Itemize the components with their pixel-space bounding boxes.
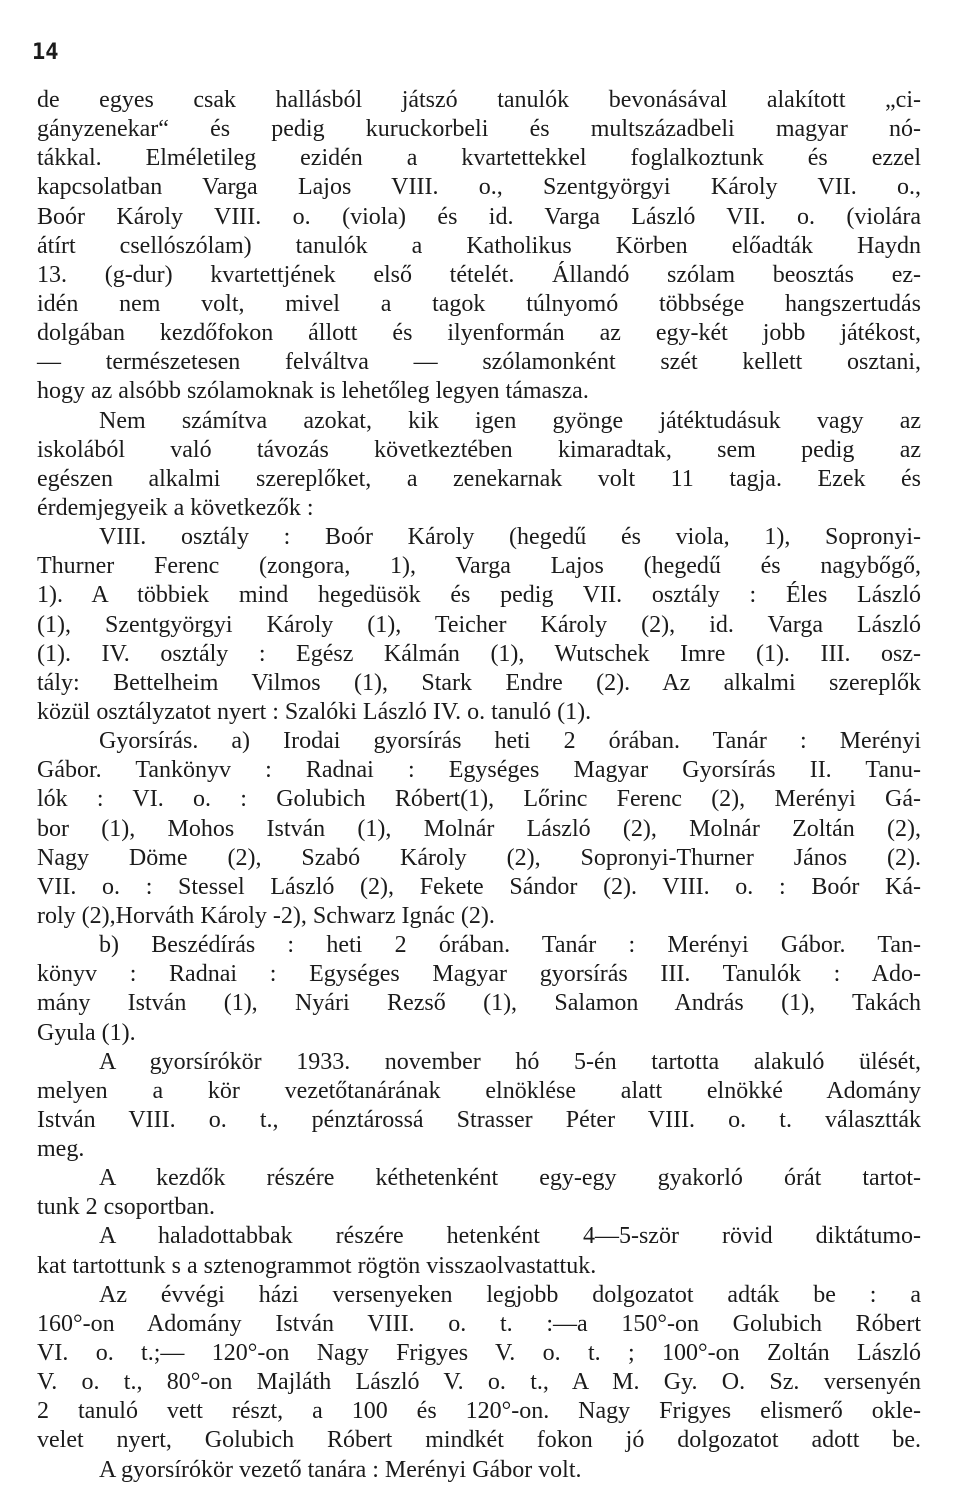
text-line: lók : VI. o. : Golubich Róbert(1), Lőrinc Ferenc (2), Merényi Gá-: [37, 786, 921, 813]
text-line: idén nem volt, mivel a tagok túlnyomó többsége hangszertudás: [37, 290, 921, 317]
text-line: egészen alkalmi szereplőket, a zenekarnak volt 11 tagja. Ezek és: [37, 465, 921, 492]
text-line: István VIII. o. t., pénztárossá Strasser Péter VIII. o. t. választták: [37, 1106, 921, 1133]
text-line: VIII. osztály : Boór Károly (hegedű és viola, 1), Sopronyi-: [99, 524, 921, 551]
text-line: Thurner Ferenc (zongora, 1), Varga Lajos (hegedű és nagybőgő,: [37, 553, 921, 580]
text-line: tunk 2 csoportban.: [37, 1194, 215, 1221]
text-line: közül osztályzatot nyert : Szalóki László IV. o. tanuló (1).: [37, 698, 592, 725]
text-line: (1). IV. osztály : Egész Kálmán (1), Wutschek Imre (1). III. osz-: [37, 640, 921, 667]
text-line: V. o. t., 80°-on Majláth László V. o. t., A M. Gy. O. Sz. versenyén: [37, 1369, 921, 1396]
text-line: meg.: [37, 1136, 85, 1163]
text-line: Boór Károly VIII. o. (viola) és id. Varga László VII. o. (violára: [37, 203, 921, 230]
text-line: tály: Bettelheim Vilmos (1), Stark Endre (2). Az alkalmi szereplők: [37, 669, 921, 696]
text-line: könyv : Radnai : Egységes Magyar gyorsírás III. Tanulók : Ado-: [37, 961, 921, 988]
text-line: VII. o. : Stessel László (2), Fekete Sándor (2). VIII. o. : Boór Ká-: [37, 873, 921, 900]
text-line: érdemjegyeik a következők :: [37, 494, 314, 521]
text-line: átírt csellószólam) tanulók a Katholikus Körben előadták Haydn: [37, 232, 921, 259]
text-line: de egyes csak hallásból játszó tanulók bevonásával alakított „ci-: [37, 87, 921, 113]
text-line: mány István (1), Nyári Rezső (1), Salamon András (1), Takách: [37, 990, 921, 1017]
text-line: Gyula (1).: [37, 1019, 136, 1046]
text-line: dolgában kezdőfokon állott és ilyenformán az egy-két jobb játékost,: [37, 320, 921, 347]
text-line: hogy az alsóbb szólamoknak is lehetőleg legyen támasza.: [37, 378, 589, 405]
text-line: gányzenekar“ és pedig kuruckorbeli és multszázadbeli magyar nó-: [37, 116, 921, 143]
text-line: melyen a kör vezetőtanárának elnöklése alatt elnökké Adomány: [37, 1077, 921, 1104]
text-line: iskolából való távozás következtében kimaradtak, sem pedig az: [37, 436, 921, 463]
text-line: 13. (g-dur) kvartettjének első tételét. Állandó szólam beosztás ez-: [37, 261, 921, 288]
text-line: Nem számítva azokat, kik igen gyönge játéktudásuk vagy az: [99, 407, 921, 434]
text-line: — természetesen felváltva — szólamonként szét kellett osztani,: [37, 349, 921, 376]
text-line: Gábor. Tankönyv : Radnai : Egységes Magyar Gyorsírás II. Tanu-: [37, 757, 921, 784]
text-line: Nagy Döme (2), Szabó Károly (2), Sopronyi-Thurner János (2).: [37, 844, 921, 871]
text-line: roly (2),Horváth Károly -2), Schwarz Ignác (2).: [37, 902, 495, 929]
text-line: Gyorsírás. a) Irodai gyorsírás heti 2 órában. Tanár : Merényi: [99, 728, 921, 755]
text-line: A haladottabbak részére hetenként 4—5-ször rövid diktátumo-: [99, 1223, 921, 1250]
body-text: [37, 86, 921, 1485]
text-line: kat tartottunk s a sztenogrammot rögtön visszaolvastattuk.: [37, 1252, 597, 1279]
text-line: velet nyert, Golubich Róbert mindkét fokon jó dolgozatot adott be.: [37, 1427, 921, 1454]
text-line: Az évvégi házi versenyeken legjobb dolgozatot adták be : a: [99, 1281, 921, 1308]
text-line: A gyorsírókör 1933. november hó 5-én tartotta alakuló ülését,: [99, 1048, 921, 1075]
text-line: (1), Szentgyörgyi Károly (1), Teicher Károly (2), id. Varga László: [37, 611, 921, 638]
text-line: kapcsolatban Varga Lajos VIII. o., Szentgyörgyi Károly VII. o.,: [37, 174, 921, 201]
page-number: 14: [32, 40, 59, 65]
text-line: VI. o. t.;— 120°-on Nagy Frigyes V. o. t. ; 100°-on Zoltán László: [37, 1340, 921, 1367]
text-line: tákkal. Elméletileg ezidén a kvartettekkel foglalkoztunk és ezzel: [37, 145, 921, 172]
text-line: bor (1), Mohos István (1), Molnár László (2), Molnár Zoltán (2),: [37, 815, 921, 842]
text-line: 160°-on Adomány István VIII. o. t. :—a 150°-on Golubich Róbert: [37, 1310, 921, 1337]
text-line: b) Beszédírás : heti 2 órában. Tanár : Merényi Gábor. Tan-: [99, 932, 921, 959]
text-line: 2 tanuló vett részt, a 100 és 120°-on. Nagy Frigyes elismerő okle-: [37, 1398, 921, 1425]
text-line: 1). A többiek mind hegedüsök és pedig VII. osztály : Éles László: [37, 582, 921, 609]
text-line: A gyorsírókör vezető tanára : Merényi Gábor volt.: [99, 1456, 582, 1483]
text-line: A kezdők részére kéthetenként egy-egy gyakorló órát tartot-: [99, 1165, 921, 1192]
